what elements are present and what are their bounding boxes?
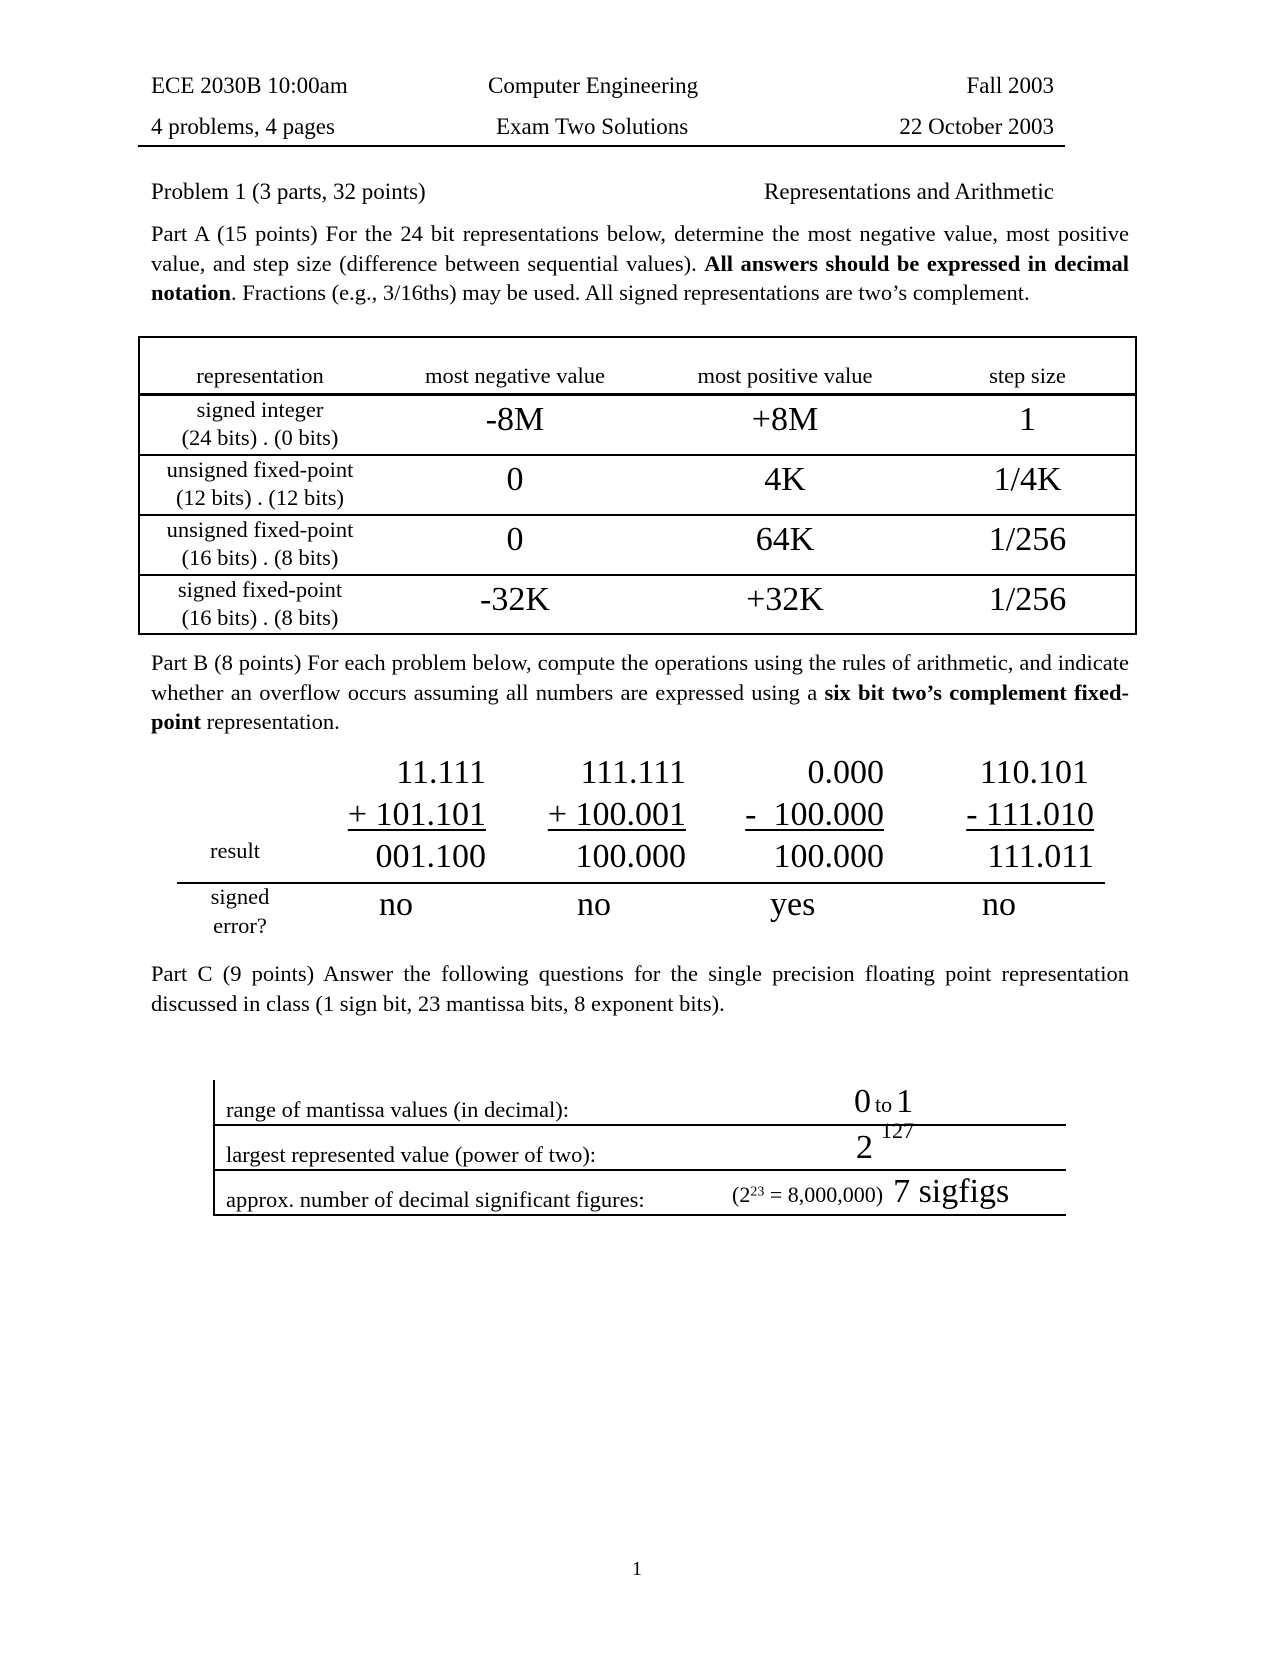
representation-table xyxy=(138,336,1137,635)
problem-1-error: no xyxy=(379,886,413,923)
problem-4-result: 111.011 xyxy=(987,838,1094,875)
problem-4-top: 110.101 xyxy=(979,754,1089,791)
largest-value-answer xyxy=(856,1118,914,1174)
problem-3-bottom: - 100.000 xyxy=(745,796,884,833)
row-2-positive: 4K xyxy=(764,461,806,498)
signed-error-label xyxy=(200,882,280,940)
row-3-positive: 64K xyxy=(755,521,815,558)
page-number: 1 xyxy=(632,1558,642,1580)
problem-4-error: no xyxy=(982,886,1016,923)
problem-4-bottom: - 111.010 xyxy=(966,796,1094,833)
sigfigs-calc-open: (2 xyxy=(732,1182,751,1207)
problem-1-result: 001.100 xyxy=(375,838,486,875)
mantissa-range-to: to xyxy=(875,1092,893,1117)
problem-2-result: 100.000 xyxy=(575,838,686,875)
result-rule xyxy=(177,882,1105,884)
mantissa-range-end: 1 xyxy=(896,1083,914,1120)
row-2-rep-line1: unsigned fixed-point xyxy=(166,457,354,482)
problems-count-label: 4 problems, 4 pages xyxy=(151,114,335,139)
row-4-rep-line2: (16 bits) . (8 bits) xyxy=(181,605,339,630)
col-header-negative: most negative value xyxy=(425,363,605,388)
sigfigs-value: 7 sigfigs xyxy=(893,1173,1010,1210)
row-1-step: 1 xyxy=(1019,401,1036,438)
mantissa-range-start: 0 xyxy=(854,1083,871,1120)
term-label: Fall 2003 xyxy=(966,73,1054,98)
problem-2-error: no xyxy=(577,886,611,923)
largest-value-base: 2 xyxy=(856,1129,873,1166)
department-label: Computer Engineering xyxy=(488,73,699,98)
part-b-text xyxy=(151,648,1129,737)
part-c-row-rule xyxy=(213,1124,1066,1126)
part-b-bold: six bit two’s complement fixed-point xyxy=(151,679,1129,734)
row-4-negative: -32K xyxy=(480,581,550,618)
row-3-step: 1/256 xyxy=(988,521,1067,558)
problem-2-bottom: + 100.001 xyxy=(547,796,686,833)
problem-topic: Representations and Arithmetic xyxy=(764,179,1054,204)
row-3-rep-line2: (16 bits) . (8 bits) xyxy=(181,545,339,570)
sigfigs-question: approx. number of decimal significant figures: xyxy=(226,1187,645,1212)
header-rule xyxy=(138,145,1065,147)
problem-title: Problem 1 (3 parts, 32 points) xyxy=(151,179,426,204)
part-a-text-2: . Fractions (e.g., 3/16ths) may be used. All signed representations are two’s complement. xyxy=(231,280,1030,305)
signed-error-label-line1: signed xyxy=(210,884,270,909)
sigfigs-calc-exponent: 23 xyxy=(750,1184,765,1200)
largest-value-question: largest represented value (power of two): xyxy=(226,1142,597,1167)
problem-3-result: 100.000 xyxy=(773,838,884,875)
row-3-rep-line1: unsigned fixed-point xyxy=(166,517,354,542)
table-row-2-rep xyxy=(140,456,380,512)
part-b-text-2: representation. xyxy=(201,709,340,734)
sigfigs-calc-rest: = 8,000,000) xyxy=(764,1182,884,1207)
col-header-step: step size xyxy=(989,363,1066,388)
table-row-1-rep xyxy=(140,396,380,452)
row-3-negative: 0 xyxy=(506,521,524,558)
col-header-positive: most positive value xyxy=(697,363,873,388)
part-c-text: Part C (9 points) Answer the following questions for the single precision floating point representation discussed in class (1 sign bit, 23 mantissa bits, 8 exponent bits). xyxy=(151,961,1129,1016)
problem-2-top: 111.111 xyxy=(580,754,686,791)
sigfigs-answer xyxy=(732,1172,1009,1218)
exam-title: Exam Two Solutions xyxy=(496,114,689,139)
largest-value-exponent: 127 xyxy=(881,1118,914,1143)
problem-3-top: 0.000 xyxy=(807,754,884,791)
row-4-positive: +32K xyxy=(746,581,824,618)
row-1-positive: +8M xyxy=(751,401,819,438)
row-2-negative: 0 xyxy=(506,461,524,498)
row-2-rep-line2: (12 bits) . (12 bits) xyxy=(175,485,345,510)
row-4-step: 1/256 xyxy=(988,581,1067,618)
part-b-text-1: Part B (8 points) For each problem below, compute the operations using the rules of arithmetic, and indicate whether an overflow occurs assuming all numbers are expressed using a xyxy=(151,650,1129,705)
mantissa-range-question: range of mantissa values (in decimal): xyxy=(226,1097,570,1122)
part-a-text-1: Part A (15 points) For the 24 bit representations below, determine the most negative value, most positive value, and step size (difference between sequential values). xyxy=(151,221,1129,276)
row-2-step: 1/4K xyxy=(993,461,1062,498)
part-c-table-left-border xyxy=(213,1080,215,1215)
problem-1-top: 11.111 xyxy=(396,754,486,791)
signed-error-label-line2: error? xyxy=(213,913,267,938)
part-a-text xyxy=(151,219,1129,308)
part-a-bold: All answers should be expressed in decimal notation xyxy=(151,250,1130,305)
row-1-rep-line1: signed integer xyxy=(196,397,324,422)
row-4-rep-line1: signed fixed-point xyxy=(177,577,343,602)
col-header-representation: representation xyxy=(196,363,324,388)
row-1-negative: -8M xyxy=(485,401,545,438)
course-label: ECE 2030B 10:00am xyxy=(151,73,348,98)
result-label: result xyxy=(210,838,260,863)
exam-date: 22 October 2003 xyxy=(899,114,1054,139)
table-row-4-rep xyxy=(140,576,380,632)
table-row-3-rep xyxy=(140,516,380,572)
problem-3-error: yes xyxy=(770,886,816,923)
problem-1-bottom: + 101.101 xyxy=(347,796,486,833)
part-c-row-rule xyxy=(213,1169,1066,1171)
row-1-rep-line2: (24 bits) . (0 bits) xyxy=(181,425,339,450)
